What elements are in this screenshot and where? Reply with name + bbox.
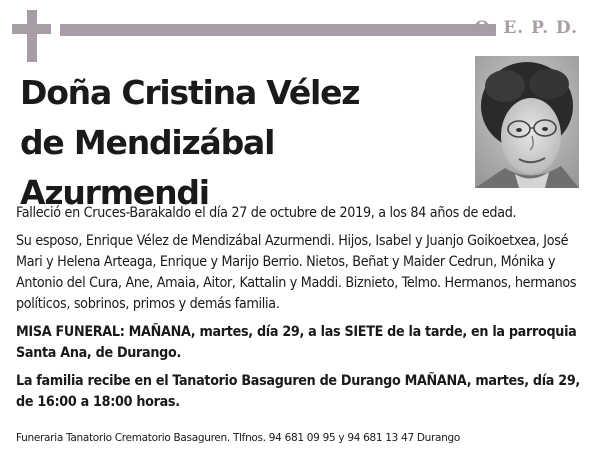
portrait-photo	[475, 56, 579, 188]
family-list: Su esposo, Enrique Vélez de Mendizábal Azurmendi. Hijos, Isabel y Juanjo Goikoetxea, José Mari y Helena Arteaga, Enrique y Marijo Berrio. Nietos, Beñat y Maider Cedrun, Mónika y Antonio del Cura, Ane, Amaia, Aitor, Kattalin y Maddi. Biznieto, Telmo. Hermanos, hermanos políticos, sobrinos, primos y demás familia.	[16, 233, 577, 312]
funeral-mass: MISA FUNERAL: MAÑANA, martes, día 29, a las SIETE de la tarde, en la parroquia Santa Ana, de Durango.	[16, 324, 577, 361]
header-band	[60, 24, 496, 36]
funeral-home-footer: Funeraria Tanatorio Crematorio Basaguren. Tlfnos. 94 681 09 95 y 94 681 13 47 Durango	[16, 432, 461, 444]
qepd-label: Q. E. P. D.	[474, 18, 578, 38]
death-notice: Falleció en Cruces-Barakaldo el día 27 de octubre de 2019, a los 84 años de edad.	[16, 205, 517, 221]
obituary-body	[16, 203, 588, 420]
visitation-info: La familia recibe en el Tanatorio Basaguren de Durango MAÑANA, martes, día 29, de 16:00 a 18:00 horas.	[16, 373, 580, 410]
portrait-image	[475, 56, 579, 188]
cross-icon-horizontal	[12, 24, 51, 34]
cross-icon-vertical	[27, 10, 37, 62]
name-line-2: de Mendizábal Azurmendi	[20, 123, 275, 212]
name-line-1: Doña Cristina Vélez	[20, 73, 360, 112]
deceased-name	[20, 68, 460, 218]
